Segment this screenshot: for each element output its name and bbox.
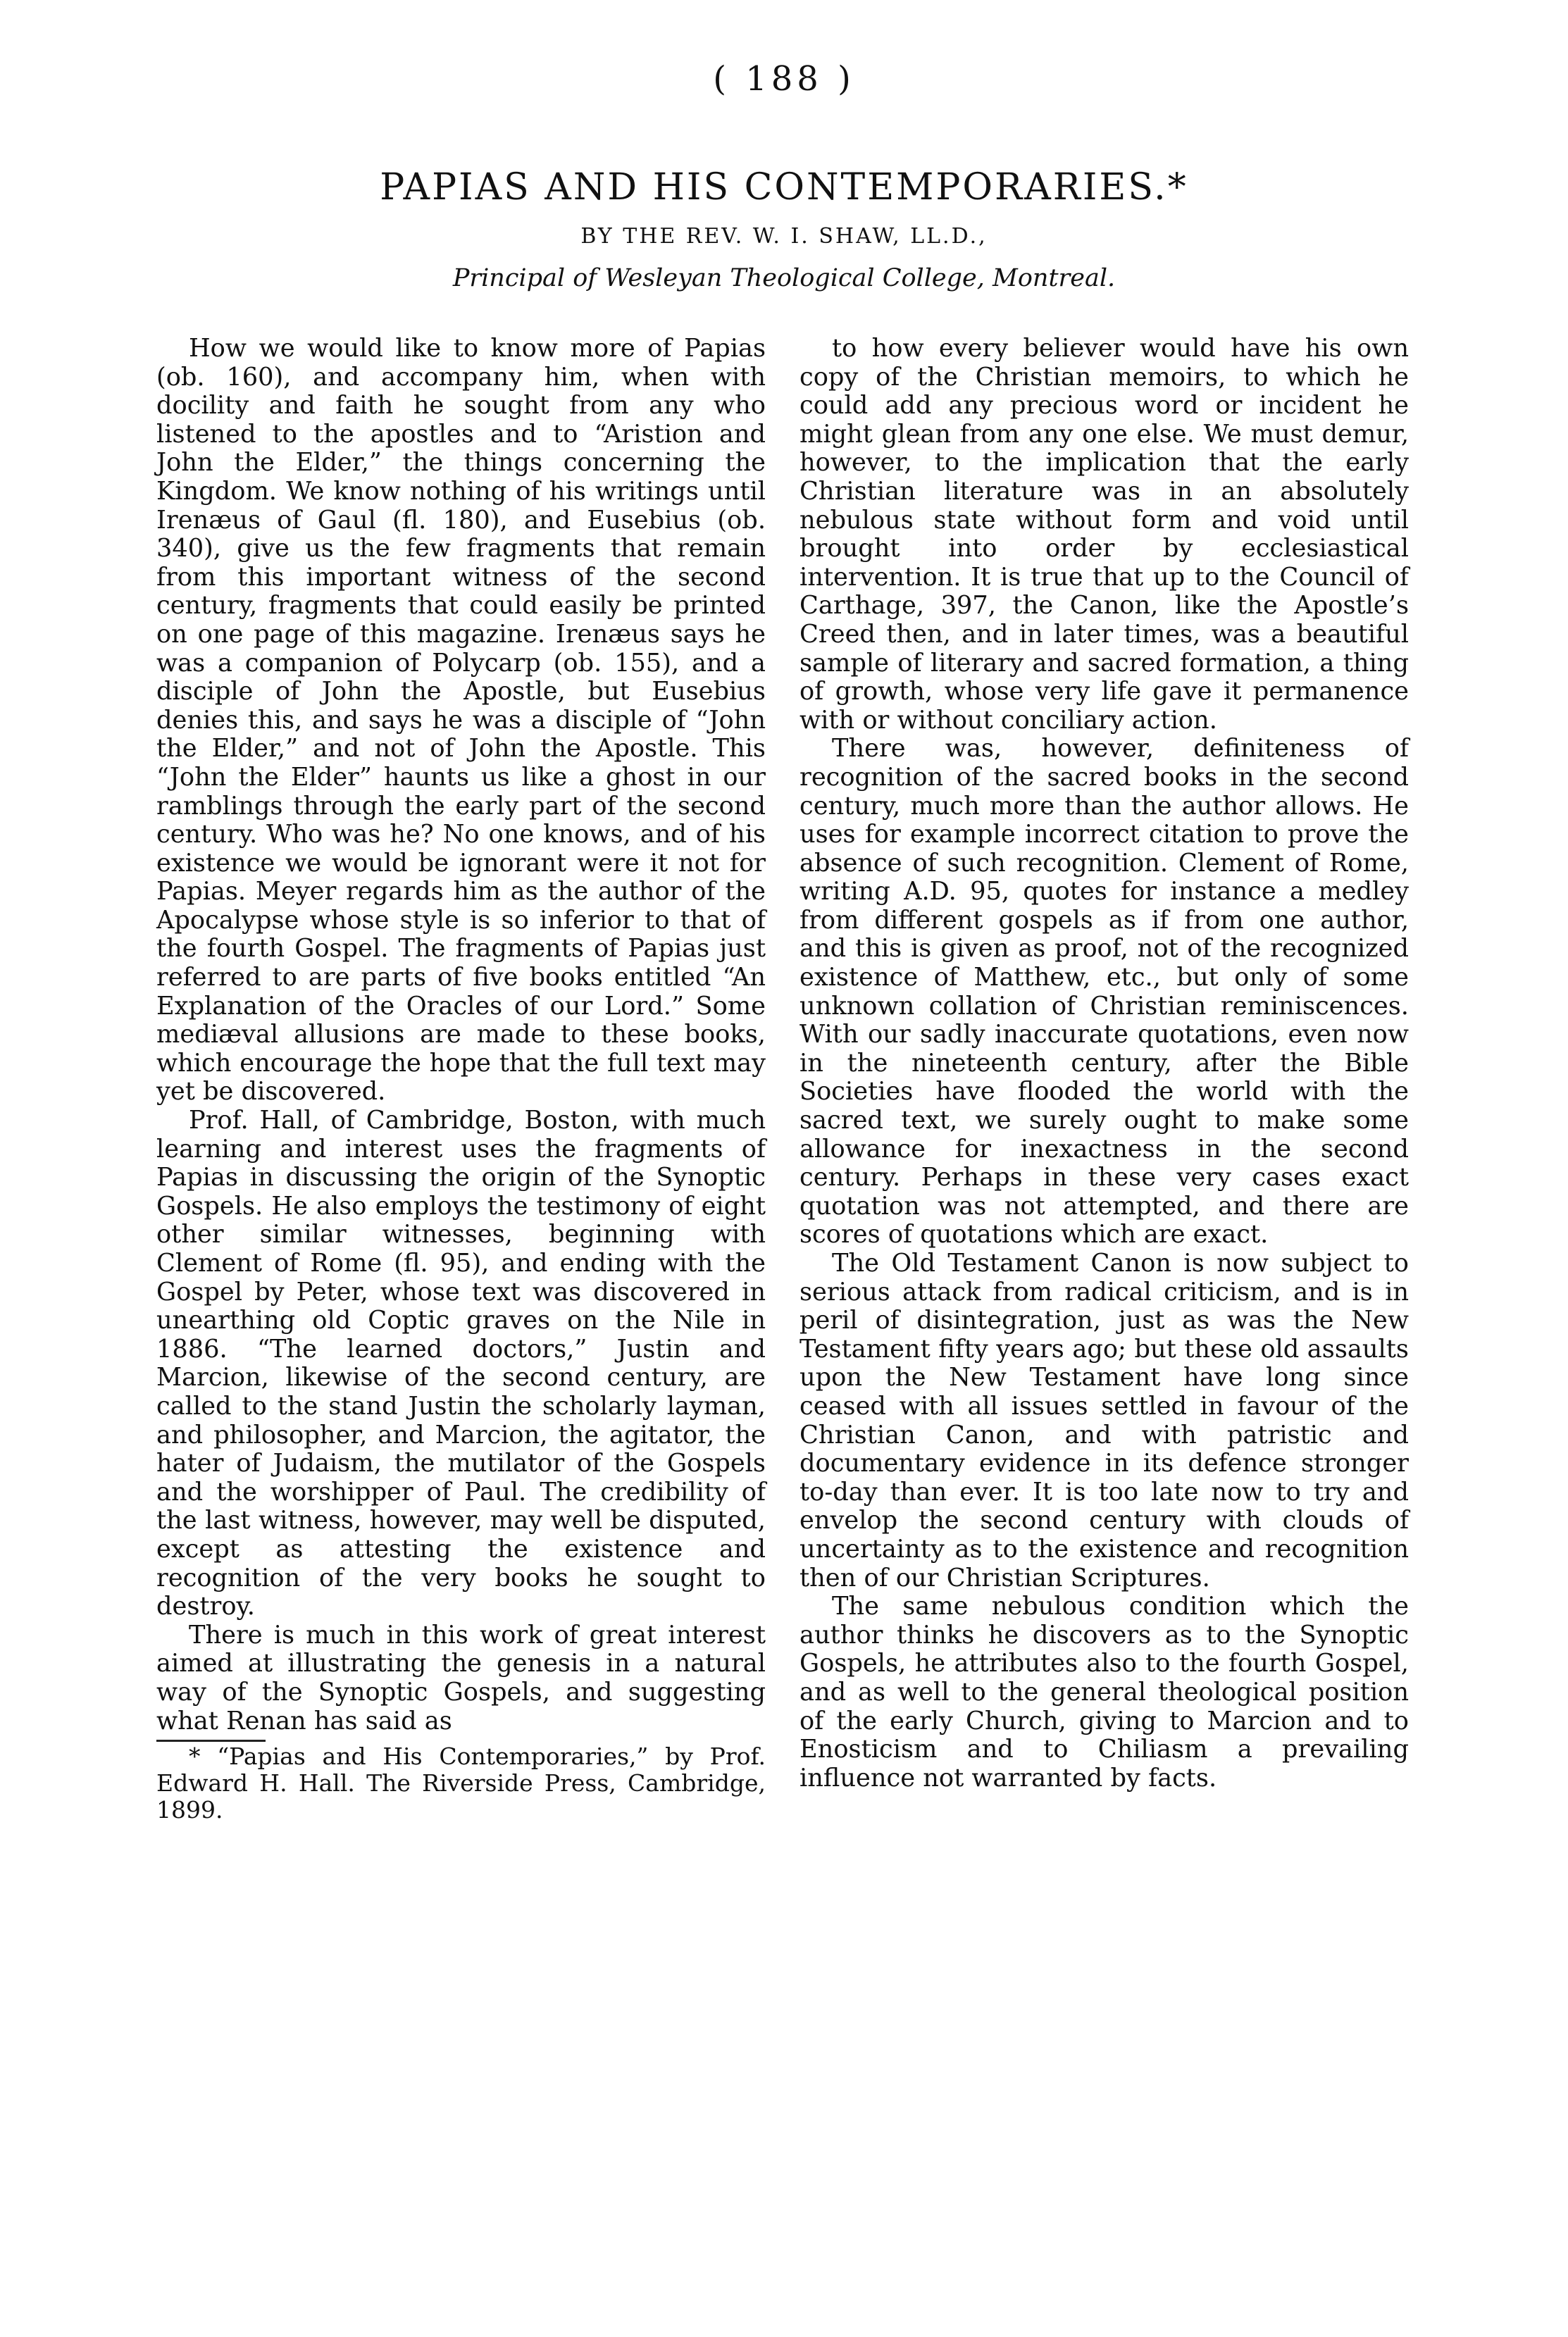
author-byline: BY THE REV. W. I. SHAW, LL.D., [580,224,988,249]
author-affiliation: Principal of Wesleyan Theological College, Montreal. [452,264,1116,292]
footnote-divider [156,1740,266,1742]
article-title: PAPIAS AND HIS CONTEMPORARIES.* [380,166,1188,208]
paragraph: There was, however, definiteness of recognition of the sacred books in the second century, much more than the author allows. He uses for example incorrect citation to prove the absence of such recognition. Clement of Rome, writing A.D. 95, quotes for instance a medley from different gospels as if from one author, and this is given as proof, not of the recognized existence of Matthew, etc., but only of some unknown collation of Christian reminiscences. With our sadly inaccurate quotations, even now in the nineteenth century, after the Bible Societies have flooded the world with the sacred text, we surely ought to make some allowance for inexactness in the second century. Perhaps in these very cases exact quotation was not attempted, and there are scores of quotations which are exact. [799,734,1409,1249]
paragraph: The Old Testament Canon is now subject to serious attack from radical criticism, and is in peril of disintegration, just as was the New Testament fifty years ago; but these old assaults upon the New Testament have long since ceased with all issues settled in favour of the Christian Canon, and with patristic and documentary evidence in its defence stronger to-day than ever. It is too late now to try and envelop the second century with clouds of uncertainty as to the existence and recognition then of our Christian Scriptures. [799,1249,1409,1593]
paragraph: How we would like to know more of Papias (ob. 160), and accompany him, when with docility and faith he sought from any who listened to the apostles and to “Aristion and John the Elder,” the things concerning the Kingdom. We know nothing of his writings until Irenæus of Gaul (fl. 180), and Eusebius (ob. 340), give us the few fragments that remain from this important witness of the second century, fragments that could easily be printed on one page of this magazine. Irenæus says he was a companion of Polycarp (ob. 155), and a disciple of John the Apostle, but Eusebius denies this, and says he was a disciple of “John the Elder,” and not of John the Apostle. This “John the Elder” haunts us like a ghost in our ramblings through the early part of the second century. Who was he? No one knows, and of his existence we would be ignorant were it not for Papias. Meyer regards him as the author of the Apocalypse whose style is so inferior to that of the fourth Gospel. The fragments of Papias just referred to are parts of five books entitled “An Explanation of the Oracles of our Lord.” Some mediæval allusions are made to these books, which encourage the hope that the full text may yet be discovered. [156,334,766,1107]
right-column [799,335,1409,1793]
paragraph: to how every believer would have his own copy of the Christian memoirs, to which he could add any precious word or incident he might glean from any one else. We must demur, however, to the implication that the early Christian literature was in an absolutely nebulous state without form and void until brought into order by ecclesiastical intervention. It is true that up to the Council of Carthage, 397, the Canon, like the Apostle’s Creed then, and in later times, was a beautiful sample of literary and sacred formation, a thing of growth, whose very life gave it permanence with or without conciliary action. [799,334,1409,735]
paragraph: The same nebulous condition which the author thinks he discovers as to the Synoptic Gospels, he attributes also to the fourth Gospel, and as well to the general theological position of the early Church, giving to Marcion and to Enosticism and to Chiliasm a prevailing influence not warranted by facts. [799,1592,1409,1793]
footnote: * “Papias and His Contemporaries,” by Prof. Edward H. Hall. The Riverside Press, Cambridge, 1899. [156,1743,766,1824]
paragraph: Prof. Hall, of Cambridge, Boston, with much learning and interest uses the fragments of Papias in discussing the origin of the Synoptic Gospels. He also employs the testimony of eight other similar witnesses, beginning with Clement of Rome (fl. 95), and ending with the Gospel by Peter, whose text was discovered in unearthing old Coptic graves on the Nile in 1886. “The learned doctors,” Justin and Marcion, likewise of the second century, are called to the stand Justin the scholarly layman, and philosopher, and Marcion, the agitator, the hater of Judaism, the mutilator of the Gospels and the worshipper of Paul. The credibility of the last witness, however, may well be disputed, except as attesting the existence and recognition of the very books he sought to destroy. [156,1106,766,1621]
left-column [156,335,766,1824]
page-number: ( 188 ) [713,59,855,99]
paragraph: There is much in this work of great interest aimed at illustrating the genesis in a natural way of the Synoptic Gospels, and suggesting what Renan has said as [156,1620,766,1735]
